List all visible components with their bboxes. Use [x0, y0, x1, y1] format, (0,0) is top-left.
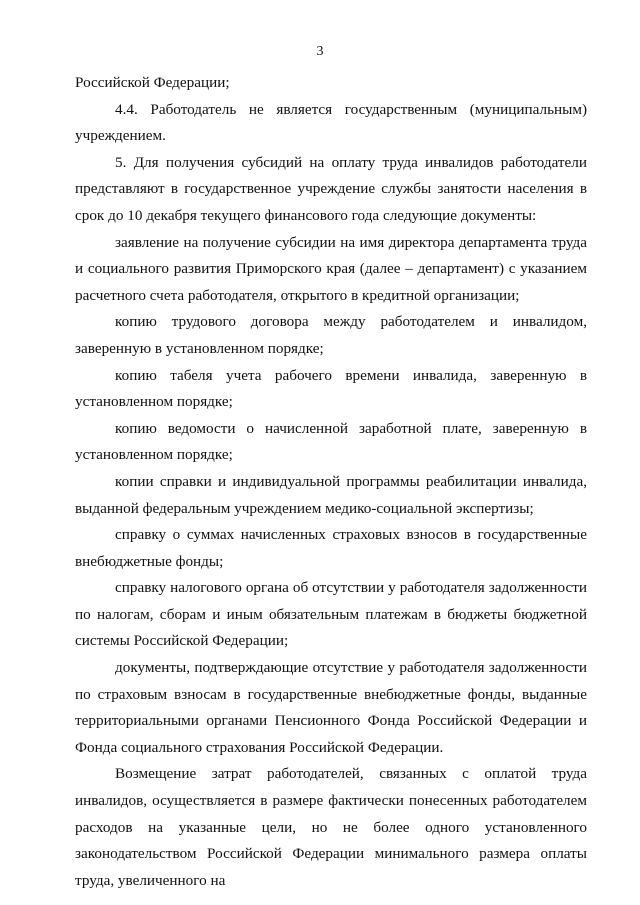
paragraph-5: 5. Для получения субсидий на оплату труда инвалидов работодатели представляют в государственное учреждение службы занятости населения в срок до 10 декабря текущего финансового года следующие документы:	[75, 153, 587, 224]
document-item-pension-fund-certificates: документы, подтверждающие отсутствие у работодателя задолженности по страховым взносам в государственные внебюджетные фонды, выданные территориальными органами Пенсионного Фонда Российской Федерации и Фонда социального страхования Российской Федерации.	[75, 659, 587, 756]
paragraph-continuation: Российской Федерации;	[75, 74, 230, 91]
page-number: 3	[316, 44, 324, 59]
document-item-application: заявление на получение субсидии на имя директора департамента труда и социального развития Приморского края (далее – департамент) с указанием расчетного счета работодателя, открытого в кредитной организации;	[75, 233, 587, 304]
document-item-insurance-contributions: справку о суммах начисленных страховых взносов в государственные внебюджетные фонды;	[75, 526, 587, 570]
document-item-payroll: копию ведомости о начисленной заработной плате, заверенную в установленном порядке;	[75, 419, 587, 464]
document-item-rehabilitation-program: копии справки и индивидуальной программы реабилитации инвалида, выданной федеральным учреждением медико-социальной экспертизы;	[75, 472, 587, 517]
paragraph-4-4: 4.4. Работодатель не является государственным (муниципальным) учреждением.	[75, 100, 587, 145]
document-body	[75, 70, 587, 894]
paragraph-reimbursement: Возмещение затрат работодателей, связанных с оплатой труда инвалидов, осуществляется в размере фактически понесенных работодателем расходов на указанные цели, но не более одного установленного законодательством Российской Федерации минимального размера оплаты труда, увеличенного на	[75, 765, 587, 889]
document-item-tax-certificate: справку налогового органа об отсутствии у работодателя задолженности по налогам, сборам и иным обязательным платежам в бюджеты бюджетной системы Российской Федерации;	[75, 579, 587, 650]
document-item-timesheet: копию табеля учета рабочего времени инвалида, заверенную в установленном порядке;	[75, 366, 587, 411]
document-item-employment-contract: копию трудового договора между работодателем и инвалидом, заверенную в установленном порядке;	[75, 313, 587, 357]
